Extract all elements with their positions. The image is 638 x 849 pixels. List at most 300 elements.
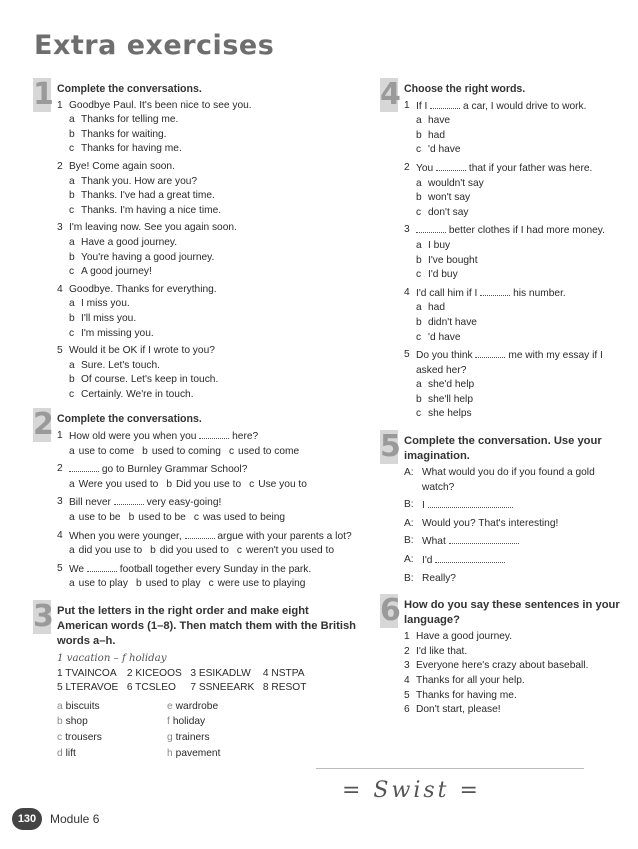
- exercise-instruction: Put the letters in the right order and make eight American words (1–8). Then match them with the British words a–h.: [57, 605, 357, 647]
- answer-option: [69, 478, 158, 493]
- sentence-text: I'd like that.: [416, 645, 468, 657]
- british-words: [57, 700, 378, 761]
- option-text: 'd have: [428, 331, 461, 343]
- option-text: she helps: [428, 408, 472, 420]
- exercise-4: [380, 77, 625, 422]
- dialog-line: [404, 517, 625, 532]
- answer-blank: [430, 99, 460, 109]
- scrambled-word: 6 TCSLEO: [126, 682, 176, 694]
- question-number: 5: [57, 562, 63, 574]
- option-text: did you use to: [78, 545, 143, 557]
- scrambled-word: 7 SSNEEARK: [190, 682, 255, 694]
- answer-option: [237, 544, 334, 559]
- scrambled-words: [57, 667, 307, 696]
- question-text: [416, 348, 625, 378]
- option-letter: b: [166, 478, 173, 490]
- option-letter: a: [416, 379, 422, 391]
- question: [404, 286, 625, 302]
- answer-option: [404, 378, 625, 393]
- question-text-before: You: [416, 162, 434, 174]
- option-text: Sure. Let's touch.: [81, 359, 160, 371]
- question-text-after: that if your father was here.: [468, 162, 593, 174]
- option-letter: b: [69, 374, 75, 386]
- option-text: Of course. Let's keep in touch.: [81, 374, 219, 386]
- question-number: 3: [404, 224, 410, 236]
- question-text-after: me with my essay if I asked her?: [416, 350, 603, 376]
- answer-blank: [114, 495, 144, 505]
- scrambled-word: 4 NSTPA: [262, 667, 305, 679]
- question-text-before: If I: [416, 100, 428, 112]
- dialog-text: [422, 517, 558, 532]
- question-number: 5: [404, 349, 410, 361]
- question: [404, 99, 625, 115]
- answer-option: [404, 268, 625, 283]
- option-text: did you used to: [159, 545, 229, 557]
- option-text: I'd buy: [428, 269, 458, 281]
- dialog-text-content: What: [422, 536, 446, 548]
- option-letter: a: [69, 578, 75, 590]
- dialog-text: [422, 572, 456, 587]
- option-letter: a: [69, 359, 75, 371]
- answer-blank: [480, 286, 510, 296]
- option-text: weren't you used to: [245, 545, 335, 557]
- dialog-text-content: Really?: [422, 572, 456, 584]
- question: [57, 495, 378, 511]
- option-letter: c: [249, 478, 255, 490]
- option-letter: c: [69, 204, 75, 216]
- question: [57, 562, 378, 578]
- option-letter: c: [69, 327, 75, 339]
- page-number-badge: 130: [12, 808, 42, 830]
- answer-option: [404, 331, 625, 346]
- option-letter: a: [69, 175, 75, 187]
- option-text: she'd help: [428, 379, 475, 391]
- option-letter: c: [228, 445, 235, 457]
- handwritten-signature: = Swist =: [342, 778, 481, 803]
- exercise-5: [380, 429, 625, 586]
- scrambled-word: 1 TVAINCOA: [57, 667, 117, 679]
- sentence: [404, 703, 625, 718]
- option-text: Have a good journey.: [81, 236, 178, 248]
- sentence: [404, 659, 625, 674]
- answer-option: [166, 478, 241, 493]
- answer-blank: [185, 529, 215, 539]
- answer-blank: [449, 534, 519, 544]
- question: [57, 221, 378, 236]
- speaker-label: B:: [404, 499, 414, 511]
- option-text: wardrobe: [175, 700, 219, 712]
- exercise-number: 1: [33, 77, 54, 112]
- option-text: Thanks for telling me.: [81, 114, 179, 126]
- option-text: Thanks for waiting.: [81, 128, 167, 140]
- option-letter: a: [69, 298, 75, 310]
- sentence: [404, 630, 625, 645]
- answer-option: [404, 177, 625, 192]
- question-number: 3: [57, 222, 63, 234]
- option-letter: b: [69, 128, 75, 140]
- answer-option: [57, 236, 378, 251]
- option-letter: b: [416, 254, 422, 266]
- option-text: 'd have: [428, 144, 461, 156]
- speaker-label: A:: [404, 467, 414, 479]
- option-text: trousers: [65, 731, 102, 743]
- question: [57, 160, 378, 175]
- dialog-text: [422, 498, 513, 514]
- answer-option: [404, 114, 625, 129]
- answer-options: [57, 544, 378, 559]
- answer-option: [57, 312, 378, 327]
- answer-option: [69, 445, 134, 460]
- exercise-instruction: How do you say these sentences in your language?: [404, 599, 620, 627]
- option-text: shop: [65, 716, 88, 728]
- option-text: I've bought: [428, 254, 478, 266]
- dialog-text-content: I'd: [422, 555, 433, 567]
- question-text: [69, 429, 258, 445]
- option-text: Thanks for having me.: [81, 143, 182, 155]
- worked-example: 1 vacation – f holiday: [57, 653, 167, 664]
- option-letter: c: [236, 545, 242, 557]
- option-letter: b: [416, 316, 422, 328]
- option-letter: b: [416, 129, 422, 141]
- option-letter: a: [416, 177, 422, 189]
- question: [57, 283, 378, 298]
- option-letter: b: [69, 251, 75, 263]
- answer-option: [249, 478, 307, 493]
- question-list: [57, 99, 378, 403]
- sentence-number: 3: [404, 660, 410, 672]
- question-text: [69, 562, 311, 578]
- option-text: don't say: [428, 206, 469, 218]
- question-text-after: here?: [232, 431, 259, 443]
- dialog-text: [422, 466, 625, 495]
- exercise-2: [33, 407, 378, 592]
- question-text: [69, 495, 221, 511]
- question: [57, 99, 378, 114]
- sentence-number: 5: [404, 689, 410, 701]
- british-word: [167, 715, 277, 730]
- exercise-number: 3: [33, 599, 54, 634]
- question-text-after: better clothes if I had more money.: [448, 225, 605, 237]
- answer-option: [404, 239, 625, 254]
- dialog-line: [404, 534, 625, 550]
- question-text: Would it be OK if I wrote to you?: [69, 345, 215, 357]
- option-letter: f: [167, 716, 170, 728]
- option-text: I'm missing you.: [81, 327, 154, 339]
- question-text-before: We: [69, 563, 85, 575]
- option-letter: c: [57, 731, 63, 743]
- option-letter: c: [416, 206, 422, 218]
- option-text: Certainly. We're in touch.: [81, 388, 194, 400]
- british-word: [57, 700, 167, 715]
- option-text: use to come: [78, 445, 135, 457]
- option-letter: c: [416, 331, 422, 343]
- option-text: A good journey!: [81, 266, 152, 278]
- option-letter: a: [416, 239, 422, 251]
- question-text: [69, 529, 352, 545]
- sentence-text: Have a good journey.: [416, 631, 513, 643]
- question-text: Bye! Come again soon.: [69, 160, 175, 172]
- option-text: I buy: [428, 239, 451, 251]
- option-letter: a: [69, 236, 75, 248]
- british-word: [57, 747, 167, 762]
- scrambled-word: 3 ESIKADLW: [190, 667, 251, 679]
- answer-option: [57, 113, 378, 128]
- option-letter: c: [69, 388, 75, 400]
- option-letter: e: [167, 700, 173, 712]
- option-letter: c: [69, 143, 75, 155]
- question-list: [404, 99, 625, 422]
- answer-blank: [87, 562, 117, 572]
- question-number: 2: [57, 160, 63, 172]
- answer-option: [57, 359, 378, 374]
- british-word: [57, 715, 167, 730]
- question-number: 1: [404, 99, 410, 111]
- option-letter: a: [416, 115, 422, 127]
- question-text: I'm leaving now. See you again soon.: [69, 222, 237, 234]
- answer-options: [57, 577, 378, 592]
- dialog-line: [404, 572, 625, 587]
- answer-option: [209, 577, 306, 592]
- sentence-list: [404, 630, 625, 718]
- exercise-instruction: Choose the right words.: [404, 83, 526, 95]
- option-letter: a: [69, 545, 75, 557]
- sentence-number: 2: [404, 645, 410, 657]
- answer-options: [57, 478, 378, 493]
- question-number: 3: [57, 496, 63, 508]
- question-text: [69, 462, 247, 478]
- question-text: [416, 99, 586, 115]
- answer-option: [69, 577, 128, 592]
- dialog-text-content: I: [422, 500, 425, 512]
- answer-blank: [199, 429, 229, 439]
- answer-option: [404, 143, 625, 158]
- answer-option: [57, 327, 378, 342]
- answer-option: [57, 175, 378, 190]
- answer-option: [404, 301, 625, 316]
- question-number: 1: [57, 99, 63, 111]
- sentence-text: Everyone here's crazy about baseball.: [416, 660, 589, 672]
- option-text: wouldn't say: [428, 177, 484, 189]
- option-letter: b: [128, 512, 135, 524]
- option-text: had: [428, 129, 445, 141]
- dialog-text-content: What would you do if you found a gold watch?: [422, 467, 595, 493]
- option-text: didn't have: [428, 316, 477, 328]
- exercise-instruction: Complete the conversations.: [57, 413, 202, 426]
- answer-options: [57, 445, 378, 460]
- question: [404, 223, 625, 239]
- exercise-instruction: Complete the conversations.: [57, 83, 202, 95]
- exercise-3: [33, 599, 378, 761]
- option-text: used to be: [138, 512, 186, 524]
- exercise-number: 4: [380, 77, 401, 112]
- option-text: won't say: [428, 192, 471, 204]
- option-letter: b: [416, 192, 422, 204]
- option-letter: a: [69, 114, 75, 126]
- sentence: [404, 674, 625, 689]
- question-text-after: football together every Sunday in the park.: [119, 563, 312, 575]
- answer-option: [57, 251, 378, 266]
- option-text: had: [428, 302, 445, 314]
- option-letter: a: [57, 700, 63, 712]
- dialog-line: [404, 498, 625, 514]
- answer-options: [57, 511, 378, 526]
- question-text: Goodbye. Thanks for everything.: [69, 283, 217, 295]
- option-text: I miss you.: [81, 298, 130, 310]
- option-text: were use to playing: [217, 578, 306, 590]
- option-letter: b: [416, 393, 422, 405]
- option-text: pavement: [175, 747, 221, 759]
- question-text-before: How old were you when you: [69, 431, 197, 443]
- exercise-number: 2: [33, 407, 54, 443]
- question-text: [416, 161, 592, 177]
- option-text: holiday: [172, 716, 206, 728]
- option-text: Were you used to: [78, 478, 159, 490]
- option-letter: a: [69, 512, 75, 524]
- exercise-6: [380, 593, 625, 718]
- answer-option: [404, 206, 625, 221]
- option-letter: a: [69, 478, 75, 490]
- exercise-1: [33, 77, 378, 402]
- dialog-line: [404, 553, 625, 569]
- question-text-after: argue with your parents a lot?: [217, 530, 352, 542]
- dialog: [404, 466, 625, 586]
- option-letter: c: [193, 512, 199, 524]
- answer-option: [142, 445, 221, 460]
- option-text: was used to being: [202, 512, 286, 524]
- answer-option: [69, 511, 121, 526]
- option-text: she'll help: [428, 393, 473, 405]
- question-text-after: very easy-going!: [146, 497, 222, 509]
- option-letter: c: [416, 269, 422, 281]
- sentence-number: 6: [404, 704, 410, 716]
- option-text: Did you use to: [176, 478, 242, 490]
- option-letter: c: [208, 578, 214, 590]
- question-number: 4: [404, 286, 410, 298]
- option-text: used to come: [238, 445, 300, 457]
- question-text-before: Do you think: [416, 350, 473, 362]
- question-text: [416, 286, 566, 302]
- option-text: biscuits: [65, 700, 100, 712]
- option-text: I'll miss you.: [81, 312, 137, 324]
- answer-option: [69, 544, 142, 559]
- option-text: trainers: [175, 731, 210, 743]
- answer-blank: [436, 161, 466, 171]
- exercise-instruction: Complete the conversation. Use your imagination.: [404, 435, 602, 463]
- speaker-label: B:: [404, 535, 414, 547]
- option-text: use to be: [78, 512, 121, 524]
- left-column: [33, 77, 378, 761]
- british-word: [167, 700, 277, 715]
- answer-blank: [416, 223, 446, 233]
- option-letter: c: [416, 408, 422, 420]
- question-number: 2: [57, 463, 63, 475]
- sentence-number: 4: [404, 675, 410, 686]
- question-text-after: his number.: [513, 287, 566, 299]
- answer-option: [194, 511, 285, 526]
- answer-option: [57, 189, 378, 204]
- exercise-number: 5: [380, 429, 401, 465]
- dialog-text: [422, 534, 519, 550]
- answer-option: [150, 544, 229, 559]
- question: [57, 529, 378, 545]
- scrambled-word: 5 LTERAVOE: [57, 682, 119, 694]
- answer-option: [404, 191, 625, 206]
- question-number: 4: [57, 529, 63, 541]
- option-text: use to play: [78, 578, 128, 590]
- answer-blank: [428, 498, 513, 508]
- answer-option: [57, 142, 378, 157]
- option-letter: g: [167, 731, 173, 743]
- sentence-number: 1: [404, 631, 410, 643]
- answer-option: [229, 445, 299, 460]
- scrambled-word: 8 RESOT: [262, 682, 307, 694]
- option-text: Use you to: [258, 478, 307, 490]
- sentence-text: Don't start, please!: [416, 704, 501, 716]
- speaker-label: B:: [404, 572, 414, 584]
- option-letter: a: [416, 302, 422, 314]
- option-text: Thanks. I've had a great time.: [81, 190, 215, 202]
- answer-option: [57, 128, 378, 143]
- question-text: [416, 223, 605, 239]
- answer-option: [57, 388, 378, 403]
- answer-option: [57, 297, 378, 312]
- option-letter: a: [69, 445, 75, 457]
- dialog-text: [422, 553, 505, 569]
- scrambled-word: 2 KICEOOS: [126, 667, 182, 679]
- answer-option: [404, 316, 625, 331]
- answer-option: [129, 511, 186, 526]
- sentence: [404, 645, 625, 660]
- answer-option: [404, 129, 625, 144]
- option-text: used to coming: [151, 445, 221, 457]
- exercise-number: 6: [380, 593, 401, 629]
- dialog-text-content: Would you? That's interesting!: [422, 517, 559, 529]
- answer-option: [57, 265, 378, 280]
- question-text-after: a car, I would drive to work.: [463, 100, 587, 112]
- question-text-before: I'd call him if I: [416, 287, 478, 299]
- question-number: 1: [57, 430, 63, 442]
- question: [404, 348, 625, 378]
- option-text: lift: [65, 747, 76, 759]
- option-letter: d: [57, 747, 63, 759]
- question-number: 5: [57, 345, 63, 357]
- question-number: 4: [57, 283, 63, 295]
- answer-option: [57, 204, 378, 219]
- answer-blank: [69, 462, 99, 472]
- sentence-text: Thanks for having me.: [416, 689, 517, 701]
- answer-option: [404, 254, 625, 269]
- option-letter: b: [135, 578, 142, 590]
- speaker-label: A:: [404, 517, 414, 529]
- module-label: Module 6: [50, 812, 100, 826]
- option-letter: h: [167, 747, 173, 759]
- question-text-after: go to Burnley Grammar School?: [101, 464, 248, 476]
- option-letter: b: [150, 545, 156, 557]
- speaker-label: A:: [404, 554, 414, 566]
- answer-blank: [435, 553, 505, 563]
- question-text-before: Bill never: [69, 497, 111, 509]
- option-text: have: [428, 115, 451, 127]
- question: [57, 429, 378, 445]
- answer-option: [404, 407, 625, 422]
- option-letter: b: [57, 716, 63, 728]
- answer-option: [57, 373, 378, 388]
- dialog-line: [404, 466, 625, 495]
- option-letter: c: [416, 144, 422, 156]
- sentence-text: Thanks for all your help.: [416, 675, 525, 686]
- option-text: You're having a good journey.: [81, 251, 215, 263]
- sentence: [404, 689, 625, 704]
